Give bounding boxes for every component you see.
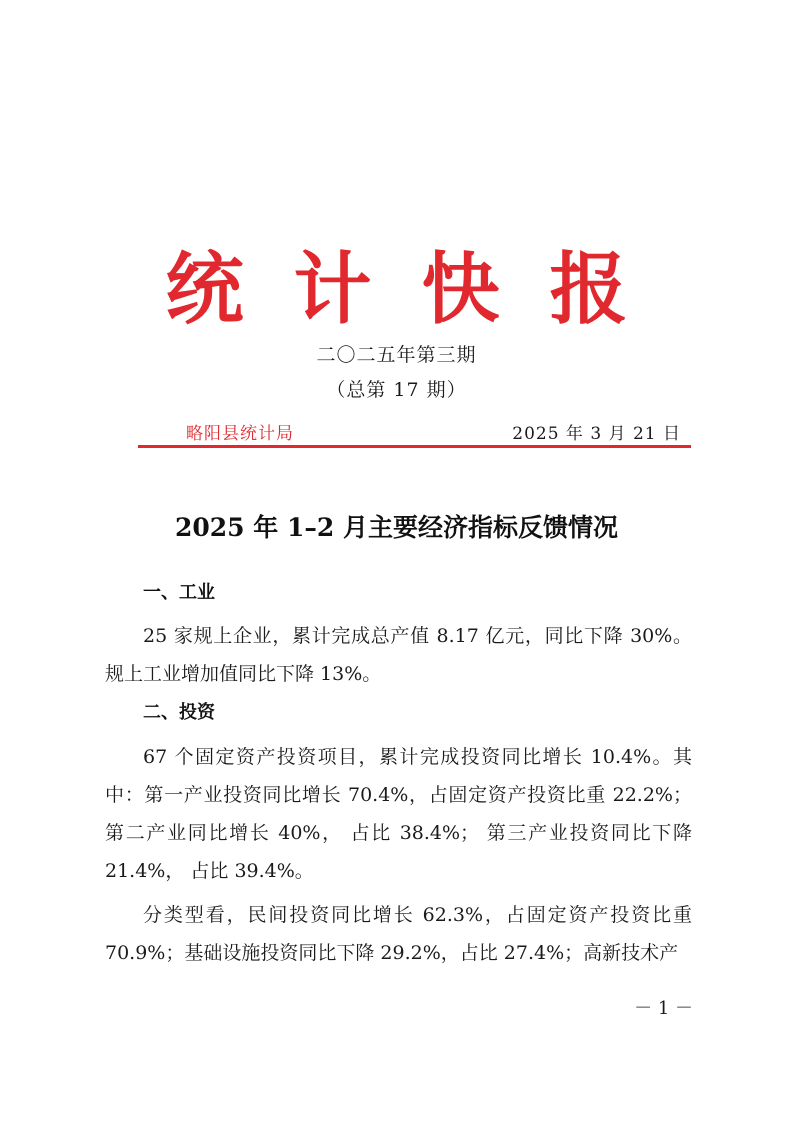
paragraph-industry: 25 家规上企业，累计完成总产值 8.17 亿元，同比下降 30%。规上工业增加值同比下降 13%。 bbox=[105, 625, 692, 685]
publish-date: 2025 年 3 月 21 日 bbox=[512, 424, 681, 444]
agency-name: 略阳县统计局 bbox=[186, 424, 294, 444]
masthead-title: 统计快报 bbox=[165, 244, 678, 335]
paragraph-investment-1: 67 个固定资产投资项目，累计完成投资同比增长 10.4%。其中：第一产业投资同比增长 70.4%，占固定资产投资比重 22.2%；第二产业同比增长 40%， 占比 38.4%； 第三产业投资同比下降 21.4%， 占比 39.4%。 bbox=[105, 746, 692, 882]
paragraph-investment-2: 分类型看，民间投资同比增长 62.3%，占固定资产投资比重 70.9%；基础设施投资同比下降 29.2%，占比 27.4%；高新技术产 bbox=[105, 904, 692, 964]
section-heading-industry: 一、工业 bbox=[143, 582, 215, 603]
section-heading-investment: 二、投资 bbox=[143, 702, 215, 723]
red-divider bbox=[138, 445, 691, 448]
issue-number: 二〇二五年第三期 bbox=[316, 344, 477, 366]
page-number: － 1 － bbox=[634, 998, 693, 1019]
issue-total: （总第 17 期） bbox=[326, 379, 467, 401]
document-title: 2025 年 1–2 月主要经济指标反馈情况 bbox=[175, 513, 618, 542]
